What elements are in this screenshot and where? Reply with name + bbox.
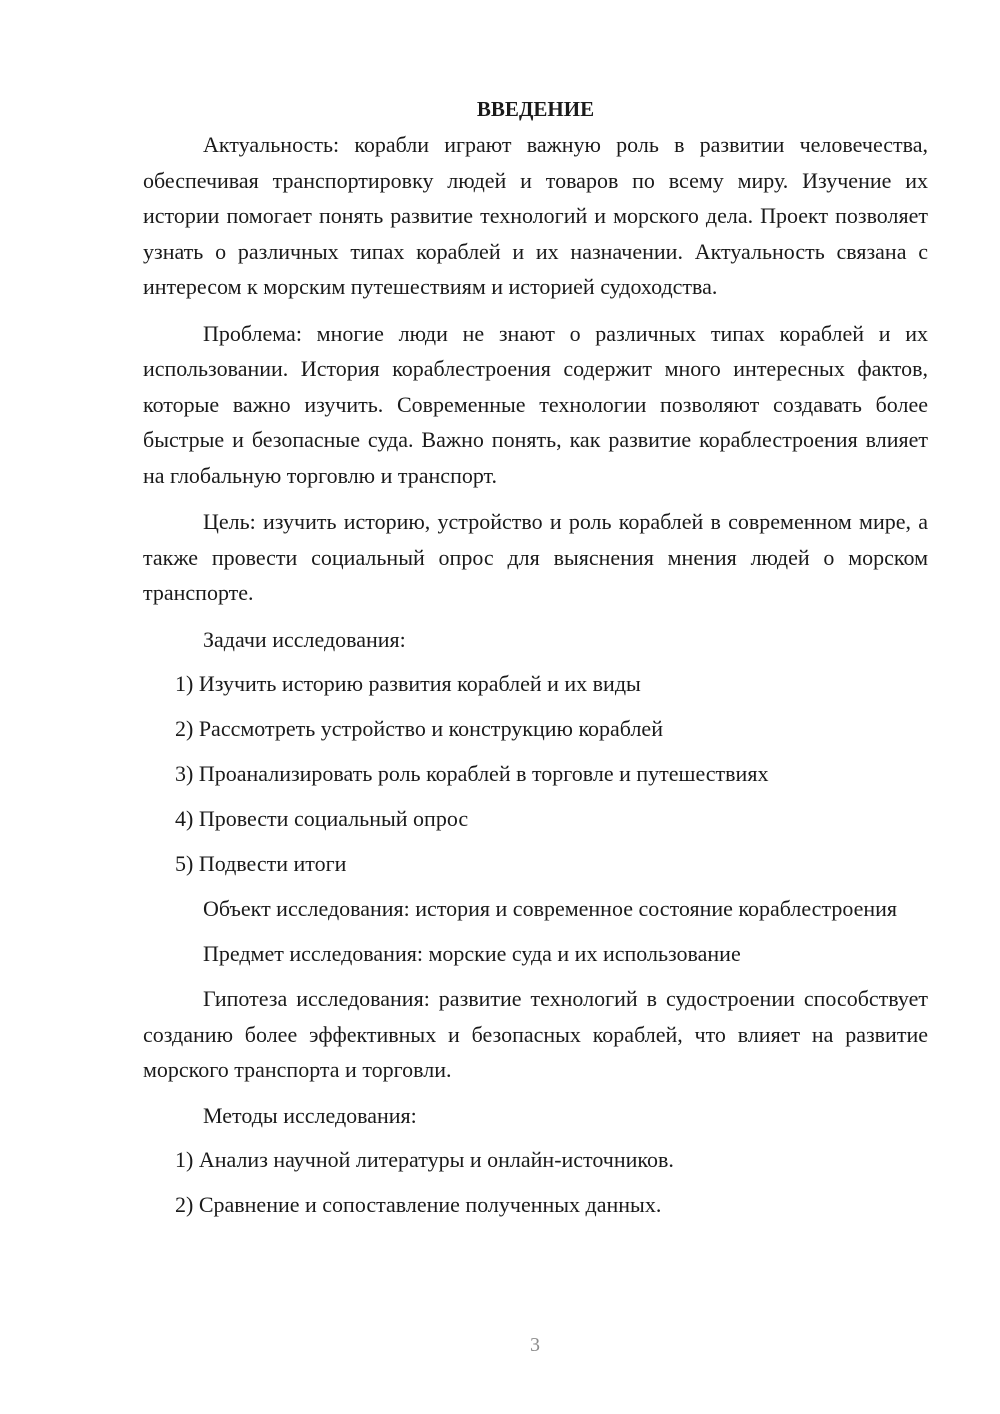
- document-page: [143, 92, 928, 1232]
- methods-list: [143, 1142, 928, 1223]
- relevance-paragraph: Актуальность: корабли играют важную роль в развитии человечества, обеспечивая транспортировку людей и товаров по всему миру. Изучение их истории помогает понять развитие технологий и морского дела. Проект позволяет узнать о различных типах кораблей и их назначении. Актуальность связана с интересом к морским путешествиям и историей судоходства.: [143, 132, 928, 299]
- list-item: 2) Рассмотреть устройство и конструкцию кораблей: [175, 716, 663, 741]
- list-item: 1) Анализ научной литературы и онлайн-источников.: [175, 1147, 674, 1172]
- list-item: 2) Сравнение и сопоставление полученных данных.: [175, 1192, 662, 1217]
- list-item: 1) Изучить историю развития кораблей и их виды: [175, 671, 641, 696]
- hypothesis-paragraph: Гипотеза исследования: развитие технологий в судостроении способствует созданию более эффективных и безопасных кораблей, что влияет на развитие морского транспорта и торговли.: [143, 986, 928, 1082]
- tasks-title: Задачи исследования:: [203, 626, 406, 652]
- list-item: 3) Проанализировать роль кораблей в торговле и путешествиях: [175, 761, 769, 786]
- section-heading: ВВЕДЕНИЕ: [476, 97, 595, 121]
- tasks-list: [143, 666, 928, 882]
- methods-title: Методы исследования:: [203, 1102, 417, 1128]
- page-number: 3: [530, 1334, 540, 1356]
- subject-paragraph: Предмет исследования: морские суда и их использование: [203, 940, 741, 966]
- goal-paragraph: Цель: изучить историю, устройство и роль кораблей в современном мире, а также провести социальный опрос для выяснения мнения людей о морском транспорте.: [143, 509, 928, 605]
- list-item: 5) Подвести итоги: [175, 851, 347, 876]
- object-paragraph: Объект исследования: история и современное состояние кораблестроения: [203, 896, 898, 921]
- list-item: 4) Провести социальный опрос: [175, 806, 469, 831]
- problem-paragraph: Проблема: многие люди не знают о различных типах кораблей и их использовании. История кораблестроения содержит много интересных фактов, которые важно изучить. Современные технологии позволяют создавать более быстрые и безопасные суда. Важно понять, как развитие кораблестроения влияет на глобальную торговлю и транспорт.: [143, 320, 928, 488]
